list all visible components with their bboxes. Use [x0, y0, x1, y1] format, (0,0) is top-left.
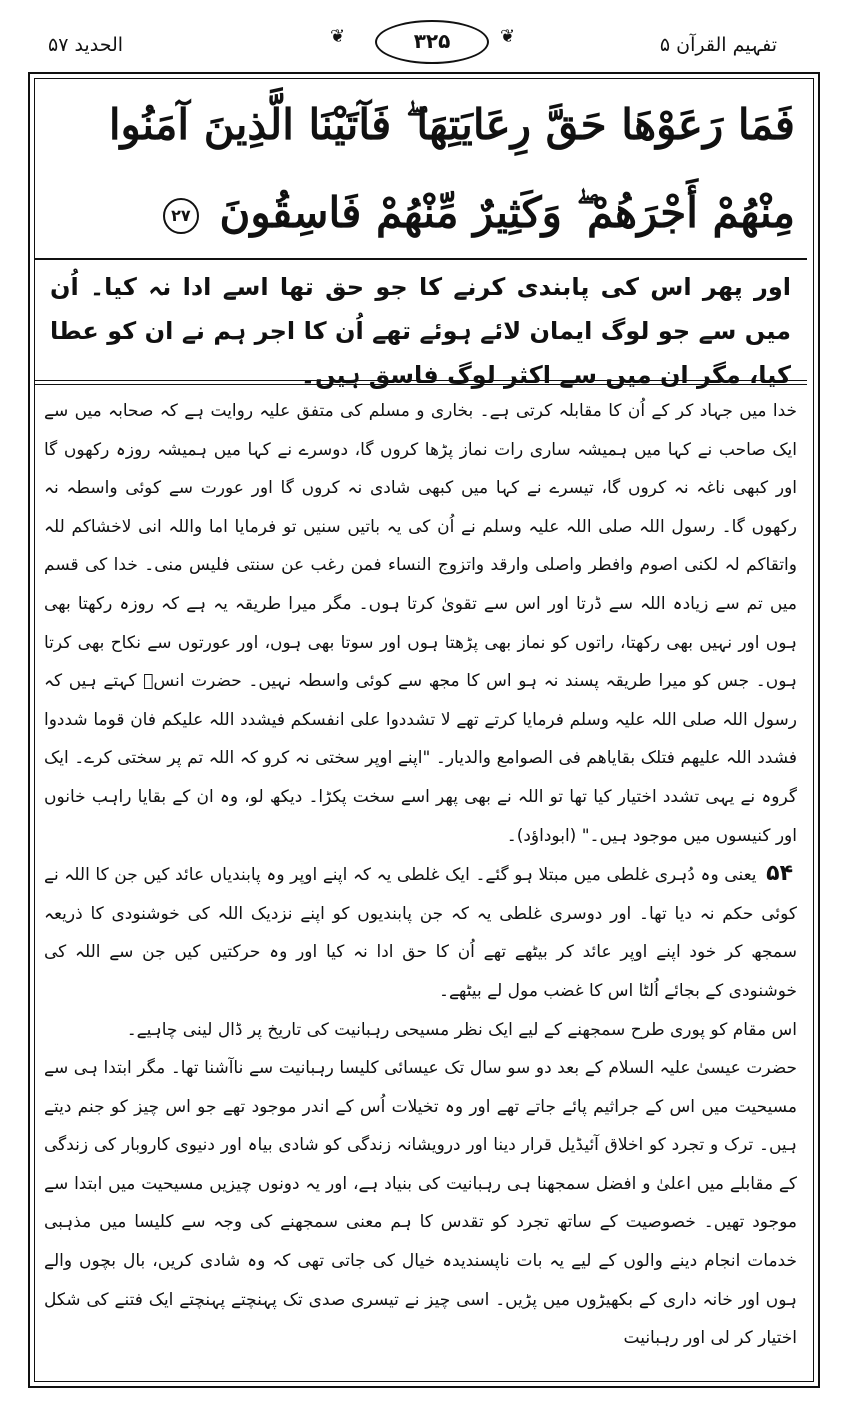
- footnote-number: ۵۴: [766, 861, 793, 887]
- commentary-paragraph: خدا میں جہاد کر کے اُن کا مقابلہ کرتی ہے۔ بخاری و مسلم کی متفق علیہ روایت ہے کہ صحابہ میں سے ایک صاحب نے کہا میں ہمیشہ ساری رات نماز پڑھا کروں گا، دوسرے نے کہا میں ہمیشہ روزہ رکھوں گا اور کبھی ناغہ نہ کروں گا، تیسرے نے کہا میں کبھی شادی نہ کروں گا اور عورت سے کوئی واسطہ نہ رکھوں گا۔ رسول اللہ صلی اللہ علیہ وسلم نے اُن کی یہ باتیں سنیں تو فرمایا اما واللہ انی لاخشاکم للہ واتقاکم لہ لکنی اصوم وافطر واصلی وارقد واتزوج النساء فمن رغب عن سنتی فلیس منی۔ خدا کی قسم میں تم سے زیادہ اللہ سے ڈرتا اور اس سے تقویٰ کرتا ہوں۔ مگر میرا طریقہ یہ ہے کہ روزہ رکھتا بھی ہوں اور نہیں بھی رکھتا، راتوں کو نماز بھی پڑھتا ہوں اور سوتا بھی ہوں، اور عورتوں سے نکاح بھی کرتا ہوں۔ جس کو میرا طریقہ پسند نہ ہو اس کا مجھ سے کوئی واسطہ نہیں۔ حضرت انسؓ کہتے ہیں کہ رسول اللہ صلی اللہ علیہ وسلم فرمایا کرتے تھے لا تشددوا علی انفسکم فیشدد اللہ علیکم فان قوما شددوا فشدد اللہ علیھم فتلک بقایاھم فی الصوامع والدیار۔ "اپنے اوپر سختی نہ کرو کہ اللہ تم پر سختی کرے۔ ایک گروہ نے یہی تشدد اختیار کیا تھا تو اللہ نے بھی پھر اسے سخت پکڑا۔ دیکھ لو، وہ ان کے بقایا راہب خانوں اور کنیسوں میں موجود ہیں۔" (ابوداؤد)۔: [44, 401, 797, 846]
- commentary-paragraph: حضرت عیسیٰ علیہ السلام کے بعد دو سو سال تک عیسائی کلیسا رہبانیت سے ناآشنا تھا۔ مگر ابتدا ہی سے مسیحیت میں اس کے جراثیم پائے جاتے تھے اور وہ تخیلات اُس کے اندر موجود تھے جو اس چیز کو جنم دیتے ہیں۔ ترک و تجرد کو اخلاق آئیڈیل قرار دینا اور درویشانہ زندگی کو شادی بیاہ اور دنیوی کاروبار کی زندگی کے مقابلے میں اعلیٰ و افضل سمجھنا ہی رہبانیت کی بنیاد ہے، اور یہ دونوں چیزیں مسیحیت میں ابتدا سے موجود تھیں۔ خصوصیت کے ساتھ تجرد کو تقدس کا ہم معنی سمجھنے کی وجہ سے کلیسا میں مذہبی خدمات انجام دینے والوں کے لیے یہ بات ناپسندیدہ خیال کی جاتی تھی کہ وہ شادی کریں، بال بچوں والے ہوں اور خانہ داری کے بکھیڑوں میں پڑیں۔ اسی چیز نے تیسری صدی تک پہنچتے پہنچتے ایک فتنے کی شکل اختیار کر لی اور رہبانیت: [44, 1058, 797, 1349]
- ayah-number-badge: ۲۷: [163, 198, 199, 234]
- commentary-paragraph: اس مقام کو پوری طرح سمجھنے کے لیے ایک نظر مسیحی رہبانیت کی تاریخ پر ڈال لینی چاہیے۔: [126, 1019, 797, 1040]
- verse-divider: [34, 258, 807, 260]
- commentary-paragraph: یعنی وہ دُہری غلطی میں مبتلا ہو گئے۔ ایک غلطی یہ کہ اپنے اوپر وہ پابندیاں عائد کیں جن کا اللہ نے کوئی حکم نہ دیا تھا۔ اور دوسری غلطی یہ کہ جن پابندیوں کو اپنے نزدیک اللہ کی خوشنودی کا ذریعہ سمجھ کر خود اپنے اوپر عائد کر بیٹھے تھے اُن کا حق ادا نہ کیا اور وہ حرکتیں کیں جن سے اللہ کی خوشنودی کے بجائے اُلٹا اس کا غضب مول لے بیٹھے۔: [44, 865, 797, 1001]
- page-number: ۳۲۵: [375, 20, 489, 64]
- ornament-icon: ❦: [330, 26, 346, 47]
- book-title: تفہیم القرآن ۵: [659, 34, 777, 56]
- urdu-translation: اور پھر اس کی پابندی کرنے کا جو حق تھا اسے ادا نہ کیا۔ اُن میں سے جو لوگ ایمان لائے ہوئے تھے اُن کا اجر ہم نے ان کو عطا کیا، مگر ان میں سے اکثر لوگ فاسق ہیں۔: [50, 273, 791, 389]
- page-header: [30, 20, 817, 70]
- surah-reference: الحدید ۵۷: [48, 34, 124, 56]
- commentary-body: [44, 392, 797, 1358]
- quran-verse-line-1: فَمَا رَعَوْهَا حَقَّ رِعَايَتِهَا ۖ فَآتَيْنَا الَّذِينَ آمَنُوا: [108, 100, 795, 149]
- translation-divider-double: [34, 384, 807, 385]
- ornament-icon: ❦: [500, 26, 516, 47]
- quran-verse-line-2: [46, 180, 795, 246]
- translation-divider: [34, 380, 807, 381]
- commentary-note: [44, 855, 797, 1010]
- quran-verse-line-2-text: مِنْهُمْ أَجْرَهُمْ ۖ وَكَثِيرٌ مِّنْهُمْ فَاسِقُونَ: [219, 188, 795, 237]
